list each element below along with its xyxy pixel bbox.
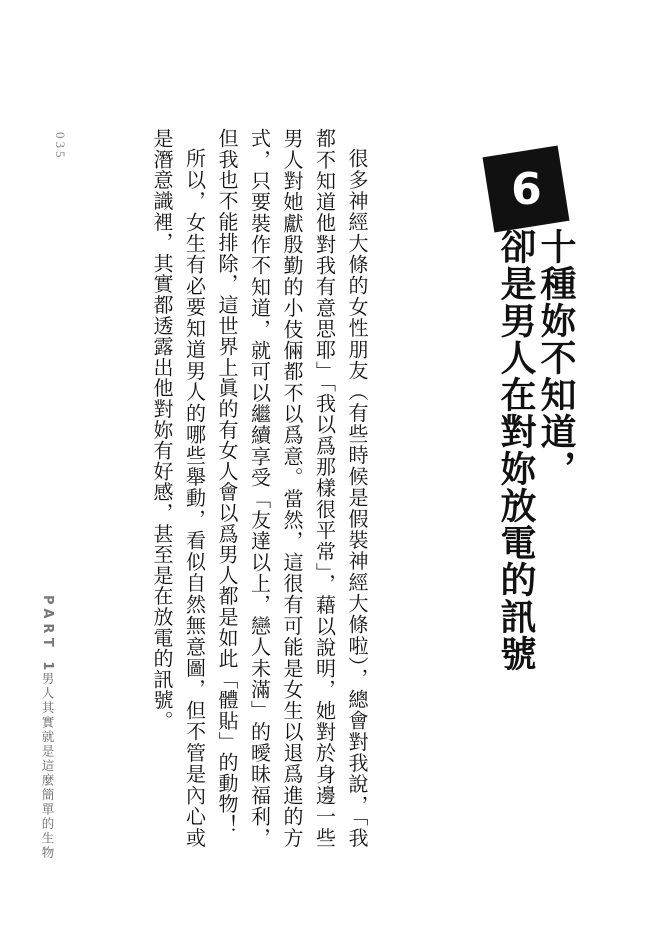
chapter-title-line-1: 十種妳不知道， xyxy=(535,228,576,487)
chapter-title-line-2: 卻是男人在對妳放電的訊號 xyxy=(495,228,536,672)
page-number: 035 xyxy=(53,132,68,161)
chapter-number: 6 xyxy=(510,163,542,215)
part-subtitle: 男人其實就是這麼簡單的生物 xyxy=(40,672,55,861)
body-paragraph-2: 所以，女生有必要知道男人的哪些舉動，看似自然無意圖，但不管是內心或是潛意識裡，其實都透露出他對妳有好感，甚至是在放電的訊號。 xyxy=(150,128,207,848)
body-text xyxy=(146,128,374,848)
chapter-number-badge xyxy=(483,146,570,233)
part-label: PART 1 xyxy=(40,595,55,676)
body-paragraph-1: 很多神經大條的女性朋友（有些時候是假裝神經大條啦），總會對我說，「我都不知道他對我有意思耶」「我以爲那樣很平常」，藉以說明，她對於身邊一些男人對她獻殷勤的小伎倆都不以爲意。當然，這很有可能是女生以退爲進的方式，只要裝作不知道，就可以繼續享受「友達以上，戀人未滿」的曖昧福利，但我也不能排除，這世界上眞的有女人會以爲男人都是如此「體貼」的動物！ xyxy=(215,128,369,848)
chapter-title xyxy=(495,228,575,672)
